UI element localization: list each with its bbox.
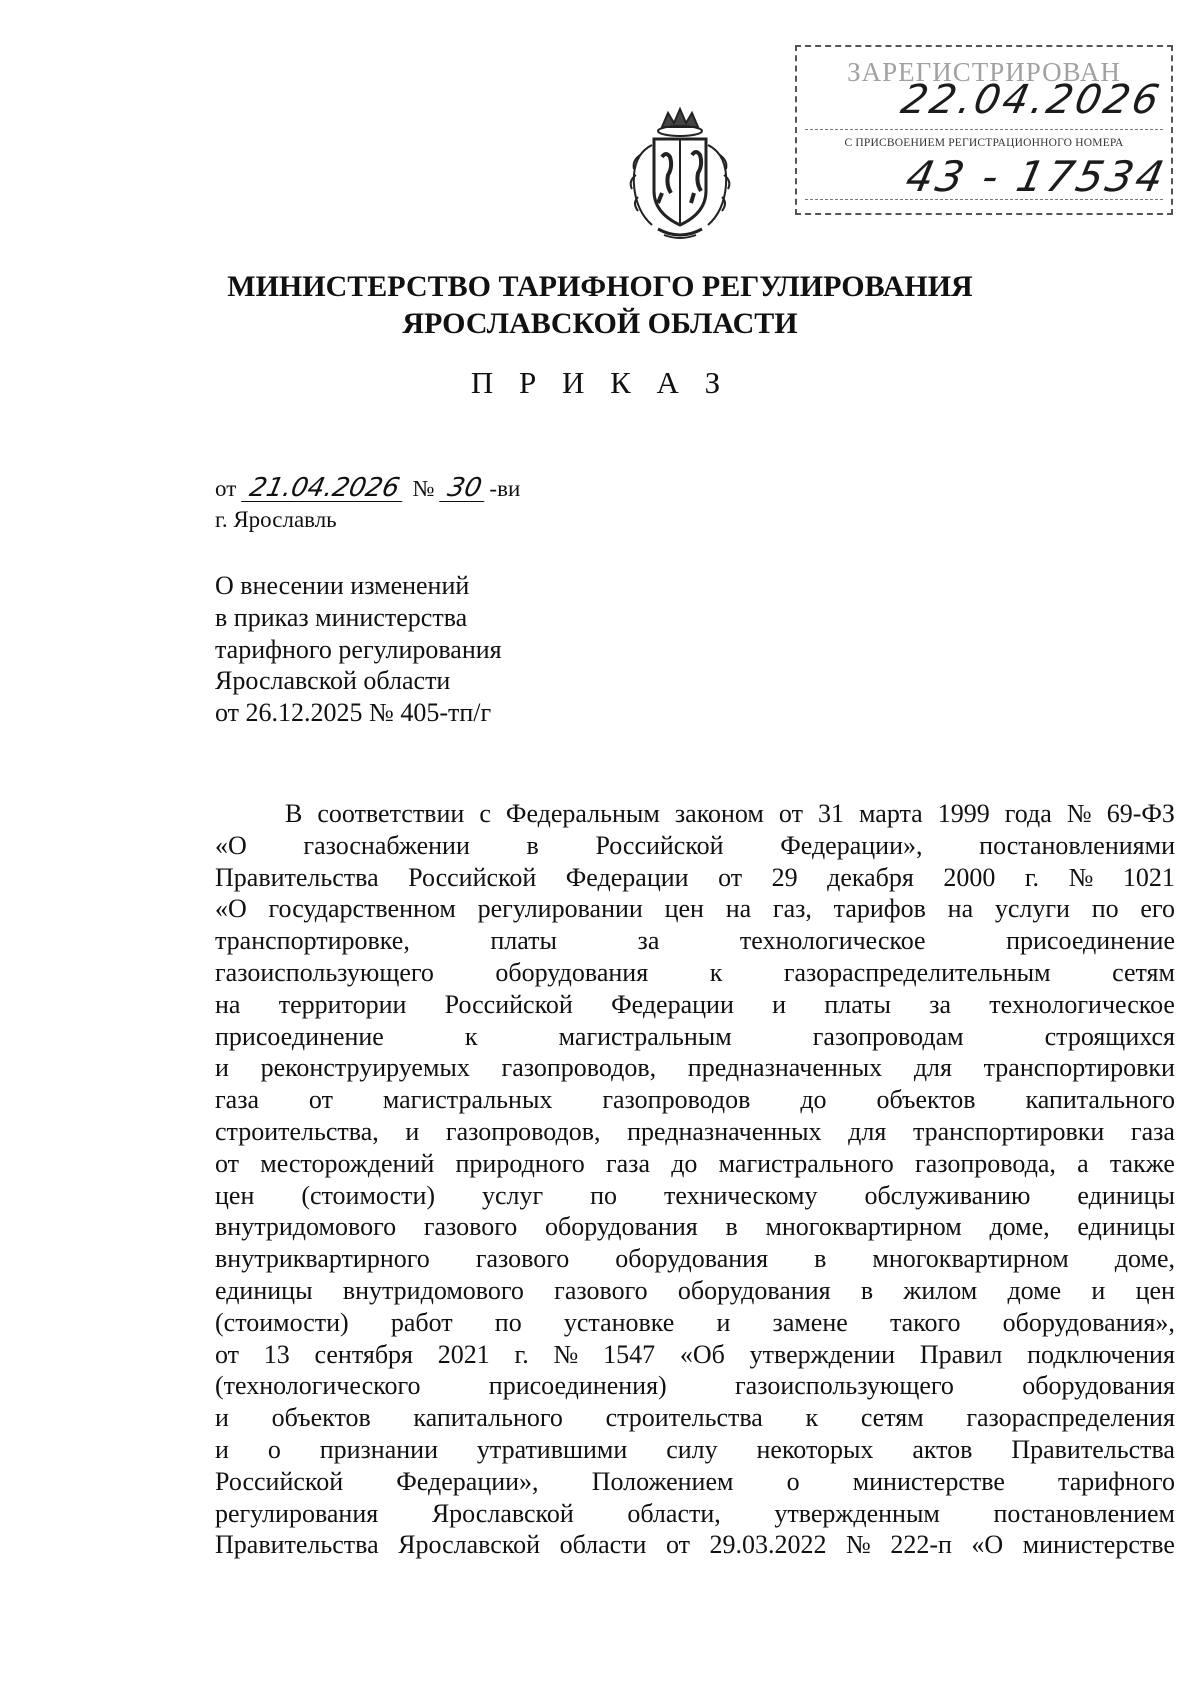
body-word: единицы — [1077, 1212, 1175, 1242]
body-word: 1999 — [937, 799, 990, 828]
body-line — [215, 957, 1175, 989]
body-word: Ярославской — [431, 1498, 574, 1528]
body-word: цен — [1135, 1275, 1175, 1305]
body-word: газа — [215, 1085, 260, 1115]
body-word: единицы — [215, 1275, 313, 1305]
body-word: газопровода, — [915, 1148, 1056, 1178]
body-word: природного — [455, 1148, 585, 1178]
body-line — [215, 1275, 1175, 1307]
body-line — [215, 1498, 1175, 1530]
body-word: Российской — [215, 1466, 344, 1496]
body-word: газового — [475, 1244, 570, 1274]
body-word: Ярославской — [398, 1530, 541, 1560]
stamp-title: ЗАРЕГИСТРИРОВАН — [847, 57, 1121, 87]
body-word: министерстве — [1022, 1530, 1175, 1560]
body-word: работ — [390, 1307, 453, 1337]
order-body-text — [215, 798, 1175, 1561]
order-number: 30 — [439, 475, 490, 502]
body-word: сетям — [860, 1403, 924, 1433]
body-word: г. — [1024, 862, 1040, 892]
body-word: реконструируемых — [260, 1053, 470, 1083]
body-word: такого — [889, 1307, 961, 1337]
body-word: о — [786, 1466, 800, 1496]
body-word: платы — [824, 989, 891, 1019]
body-word: услуги — [994, 894, 1070, 924]
body-word: присоединение — [215, 1021, 384, 1051]
body-word: на — [947, 894, 974, 924]
body-word: № — [846, 1530, 871, 1560]
body-word: присоединения) — [488, 1371, 667, 1401]
body-word: законом — [674, 799, 764, 828]
body-line — [215, 989, 1175, 1021]
body-word: предназначенных — [627, 1116, 822, 1146]
body-line — [215, 1466, 1175, 1498]
body-word: техническому — [664, 1180, 818, 1210]
body-word: доме, — [1114, 1244, 1175, 1274]
body-word: Российской — [408, 862, 537, 892]
body-word: газа — [1130, 1116, 1175, 1146]
body-word: от — [215, 1148, 240, 1178]
body-word: и — [215, 1403, 229, 1433]
body-word: до — [800, 1085, 827, 1115]
body-line — [215, 1243, 1175, 1275]
body-word: за — [929, 989, 951, 1019]
body-word: транспортировке, — [215, 926, 410, 956]
order-city: г. Ярославль — [215, 507, 337, 532]
body-word: строящихся — [1044, 1021, 1175, 1051]
body-word: внутридомового — [215, 1212, 397, 1242]
body-word: и — [215, 1053, 229, 1083]
body-line — [215, 862, 1175, 894]
body-word: № — [1068, 862, 1094, 892]
body-word: в — [526, 830, 539, 860]
order-subject — [215, 570, 502, 729]
body-word: Федерации», — [396, 1466, 539, 1496]
stamp-date: 22.04.2026 — [897, 77, 1166, 123]
order-number-label: № — [412, 476, 435, 501]
body-word: Правительства — [215, 862, 379, 892]
body-word: оборудования — [677, 1275, 831, 1305]
body-word: 13 — [263, 1339, 290, 1369]
body-word: единицы — [1077, 1180, 1175, 1210]
body-word: Федерации», — [780, 830, 923, 860]
coat-of-arms-icon — [618, 105, 742, 245]
body-word: оборудования — [495, 957, 649, 987]
body-line — [215, 1180, 1175, 1212]
body-word: № — [1066, 799, 1092, 828]
body-word: жилом — [903, 1275, 978, 1305]
body-word: (технологического — [215, 1371, 421, 1401]
body-word: технологическое — [739, 926, 926, 956]
body-word: 69-ФЗ — [1106, 799, 1175, 828]
body-word: в — [860, 1275, 874, 1305]
body-word: Правительства — [215, 1530, 379, 1560]
body-word: и — [1091, 1275, 1106, 1305]
body-line — [215, 1052, 1175, 1084]
body-word: цен — [664, 894, 704, 924]
stamp-divider — [805, 129, 1163, 130]
body-word: тарифов — [833, 894, 926, 924]
body-word: утвержденным — [774, 1498, 940, 1528]
body-word: № — [553, 1339, 579, 1369]
body-word: газового — [423, 1212, 518, 1242]
subject-line: тарифного регулирования — [215, 634, 502, 664]
body-line — [215, 830, 1175, 862]
body-line — [215, 1529, 1175, 1561]
stamp-divider — [805, 199, 1163, 200]
body-word: газораспределительным — [783, 957, 1051, 987]
body-word: газоиспользующего — [735, 1371, 954, 1401]
body-word: обслуживанию — [864, 1180, 1031, 1210]
body-word: территории — [278, 989, 407, 1019]
body-word: «О — [971, 1530, 1004, 1560]
body-line — [215, 1339, 1175, 1371]
body-word: для — [913, 1053, 952, 1083]
subject-line: от 26.12.2025 № 405-тп/г — [215, 698, 492, 728]
body-word: по — [590, 1180, 618, 1210]
body-word: постановлением — [993, 1498, 1175, 1528]
body-word: на — [725, 894, 752, 924]
stamp-reg-number: 43 - 17534 — [901, 152, 1172, 201]
body-word: а — [1077, 1148, 1089, 1178]
body-word: платы — [490, 926, 557, 956]
body-word: внутридомового — [342, 1275, 524, 1305]
body-word: газопроводов — [602, 1085, 751, 1115]
subject-line: в приказ министерства — [215, 602, 468, 632]
ministry-name-line2: ЯРОСЛАВСКОЙ ОБЛАСТИ — [402, 307, 798, 340]
body-word: года — [1004, 799, 1052, 828]
body-word: декабря — [827, 862, 914, 892]
body-word: объектов — [876, 1085, 976, 1115]
body-line — [215, 1434, 1175, 1466]
body-word: транспортировки — [912, 1116, 1105, 1146]
body-word: на — [215, 989, 241, 1019]
body-word: услуг — [482, 1180, 544, 1210]
body-word: магистрального — [718, 1148, 894, 1178]
body-word: 31 — [817, 799, 844, 828]
body-word: некоторых — [756, 1434, 874, 1464]
body-word: по — [494, 1307, 522, 1337]
body-word: газоснабжении — [303, 830, 470, 860]
body-word: регулировании — [477, 894, 643, 924]
body-word: утратившими — [476, 1434, 628, 1464]
body-word: к — [805, 1403, 819, 1433]
body-word: министерстве — [852, 1466, 1005, 1496]
body-word: Положением — [591, 1466, 734, 1496]
body-line — [215, 1211, 1175, 1243]
body-word: сетям — [1112, 957, 1175, 987]
body-line — [215, 1021, 1175, 1053]
body-word: оборудования — [544, 1212, 698, 1242]
body-word: оборудования — [615, 1244, 769, 1274]
body-word: Федеральным — [505, 799, 660, 828]
body-word: капитального — [413, 1403, 563, 1433]
body-line — [215, 1116, 1175, 1148]
body-word: (стоимости) — [301, 1180, 436, 1210]
body-word: В — [285, 799, 303, 828]
body-word: газ, — [772, 894, 812, 924]
body-word: утверждении — [749, 1339, 896, 1369]
body-word: государственном — [268, 894, 456, 924]
body-word: 2000 — [943, 862, 996, 892]
body-word: оборудования», — [1002, 1307, 1175, 1337]
body-word: и — [716, 1307, 731, 1337]
body-word: с — [479, 799, 491, 828]
body-word: Правительства — [1011, 1434, 1175, 1464]
body-word: от — [665, 1530, 691, 1560]
body-word: также — [1109, 1148, 1175, 1178]
body-word: предназначенных — [687, 1053, 883, 1083]
body-line — [215, 1402, 1175, 1434]
body-word: газового — [554, 1275, 648, 1305]
body-word: 222-п — [890, 1530, 952, 1560]
body-word: 29 — [771, 862, 798, 892]
body-word: силу — [666, 1434, 718, 1464]
body-word: регулирования — [215, 1498, 379, 1528]
body-word: к — [464, 1021, 478, 1051]
body-word: «О — [215, 894, 247, 924]
body-word: месторождений — [260, 1148, 435, 1178]
body-word: от — [778, 799, 803, 828]
body-word: замене — [772, 1307, 848, 1337]
order-date: 21.04.2026 — [241, 475, 408, 502]
body-word: сентября — [314, 1339, 414, 1369]
body-line — [215, 1148, 1175, 1180]
ministry-name — [0, 268, 1200, 342]
body-word: области — [559, 1530, 647, 1560]
body-word: признании — [319, 1434, 438, 1464]
body-word: за — [637, 926, 660, 956]
body-word: Федерации — [611, 989, 734, 1019]
body-line — [215, 798, 1175, 830]
body-word: многоквартирном — [765, 1212, 962, 1242]
body-word: 1021 — [1122, 862, 1175, 892]
body-word: тарифного — [1058, 1466, 1175, 1496]
body-line — [215, 1307, 1175, 1339]
body-word: газораспределения — [966, 1403, 1175, 1433]
body-word: г. — [514, 1339, 529, 1369]
body-word: магистральных — [382, 1085, 553, 1115]
body-word: соответствии — [317, 799, 465, 828]
body-word: магистральным — [558, 1021, 732, 1051]
body-word: области, — [627, 1498, 721, 1528]
body-word: и — [405, 1116, 420, 1146]
body-word: оборудования — [1022, 1371, 1175, 1401]
body-word: его — [1140, 894, 1175, 924]
body-word: Федерации — [565, 862, 689, 892]
body-word: до — [671, 1148, 698, 1178]
body-word: и — [772, 989, 787, 1019]
body-word: 2021 — [437, 1339, 490, 1369]
body-word: 29.03.2022 — [709, 1530, 827, 1560]
body-word: технологическое — [989, 989, 1175, 1019]
subject-line: О внесении изменений — [215, 571, 470, 600]
body-word: присоединение — [1006, 926, 1175, 956]
body-word: объектов — [271, 1403, 371, 1433]
subject-line: Ярославской области — [215, 666, 451, 696]
body-word: о — [267, 1434, 281, 1464]
body-word: в — [814, 1244, 827, 1274]
body-word: доме, — [989, 1212, 1050, 1242]
order-dateline — [215, 475, 520, 502]
body-word: внутриквартирного — [215, 1244, 430, 1274]
body-word: от — [215, 1339, 240, 1369]
body-word: доме — [1007, 1275, 1062, 1305]
body-word: установке — [563, 1307, 675, 1337]
body-word: к — [709, 957, 723, 987]
body-word: капитального — [1025, 1085, 1175, 1115]
body-word: транспортировки — [983, 1053, 1175, 1083]
registration-stamp — [795, 45, 1173, 215]
body-word: газа — [605, 1148, 650, 1178]
body-word: и — [215, 1434, 229, 1464]
body-word: газоиспользующего — [215, 957, 434, 987]
body-word: постановлениями — [979, 830, 1175, 860]
body-word: строительства — [605, 1403, 763, 1433]
body-word: актов — [912, 1434, 973, 1464]
order-number-suffix: -ви — [489, 476, 521, 501]
stamp-subtitle: С ПРИСВОЕНИЕМ РЕГИСТРАЦИОННОГО НОМЕРА — [844, 137, 1124, 149]
body-word: Российской — [595, 830, 724, 860]
body-line — [215, 1370, 1175, 1402]
body-word: Российской — [444, 989, 573, 1019]
body-word: газопроводов, — [501, 1053, 657, 1083]
body-word: газопроводов, — [445, 1116, 601, 1146]
order-from-label: от — [215, 476, 237, 501]
document-type: П Р И К А З — [470, 365, 730, 400]
body-line — [215, 1084, 1175, 1116]
body-word: цен — [215, 1180, 255, 1210]
body-word: Правил — [919, 1339, 1003, 1369]
ministry-name-line1: МИНИСТЕРСТВО ТАРИФНОГО РЕГУЛИРОВАНИЯ — [227, 270, 973, 303]
body-word: 1547 — [603, 1339, 656, 1369]
body-line — [215, 925, 1175, 957]
body-word: многоквартирном — [872, 1244, 1069, 1274]
body-word: подключения — [1027, 1339, 1175, 1369]
body-word: от — [308, 1085, 333, 1115]
body-word: «О — [215, 830, 247, 860]
body-word: по — [1091, 894, 1119, 924]
body-word: от — [718, 862, 743, 892]
body-line — [215, 893, 1175, 925]
body-word: марта — [859, 799, 923, 828]
body-word: строительства, — [215, 1116, 379, 1146]
body-word: газопроводам — [812, 1021, 964, 1051]
body-word: «Об — [679, 1339, 725, 1369]
body-word: в — [725, 1212, 738, 1242]
body-word: (стоимости) — [215, 1307, 349, 1337]
body-word: для — [848, 1116, 887, 1146]
